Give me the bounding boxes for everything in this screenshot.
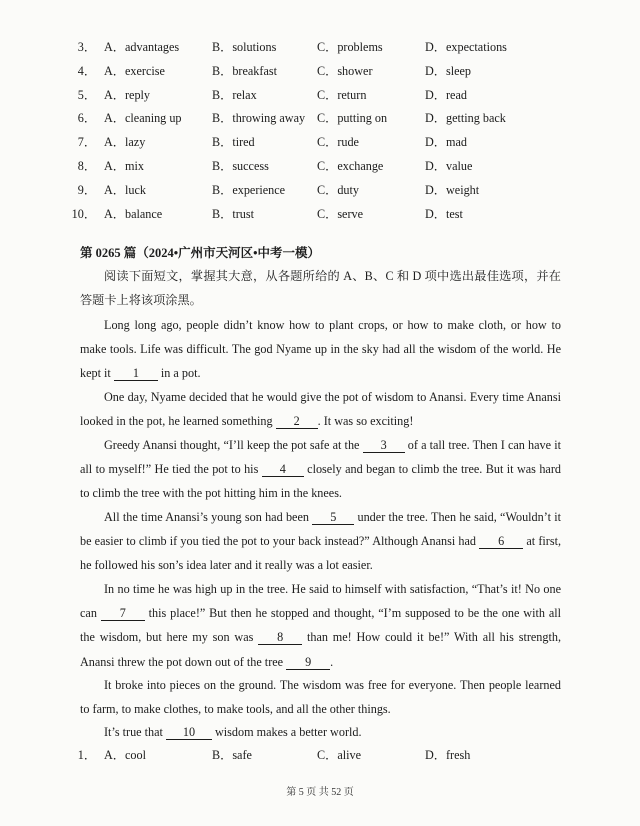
- option-b[interactable]: B．tired: [212, 135, 255, 150]
- option-b[interactable]: B．relax: [212, 87, 257, 102]
- question-option-row: [0, 38, 640, 58]
- question-number: 6．: [77, 111, 96, 126]
- option-a[interactable]: A．cleaning up: [104, 111, 182, 126]
- question-number: 9．: [77, 182, 96, 197]
- option-d[interactable]: D．sleep: [425, 63, 472, 78]
- question-number: 4．: [77, 63, 96, 78]
- passage-paragraph-2: One day, Nyame decided that he would give the pot of wisdom to Anansi. Every time Anansi looked in the pot, he learned something 2 . It was so exciting!: [80, 390, 561, 429]
- passage-paragraph-1: Long long ago, people didn’t know how to plant crops, or how to make cloth, or how to make tools. Life was difficult. The god Nyame up in the sky had all the wisdom of the world. He kept it 1 in a pot.: [80, 318, 561, 381]
- passage-paragraph-6: It broke into pieces on the ground. The wisdom was free for everyone. Then people learned to farm, to make clothes, to make tools, and all the other things.: [80, 678, 561, 717]
- option-c[interactable]: C．problems: [317, 40, 383, 54]
- option-a[interactable]: A．advantages: [104, 40, 180, 54]
- option-b[interactable]: B．safe: [212, 748, 252, 762]
- option-a[interactable]: A．exercise: [104, 63, 165, 78]
- question-option-row: [0, 181, 640, 201]
- blank-9[interactable]: 9: [286, 655, 330, 670]
- passage-paragraph-7: It’s true that 10 wisdom makes a better world.: [104, 725, 362, 739]
- option-b[interactable]: B．experience: [212, 182, 286, 197]
- option-a[interactable]: A．lazy: [104, 135, 146, 150]
- question-option-row: [0, 86, 640, 106]
- option-c[interactable]: C．rude: [317, 135, 359, 150]
- option-a[interactable]: A．reply: [104, 87, 151, 102]
- blank-8[interactable]: 8: [258, 630, 302, 645]
- page-footer: 第 5 页 共 52 页: [286, 787, 354, 798]
- question-option-row: [0, 157, 640, 177]
- option-b[interactable]: B．solutions: [212, 40, 277, 54]
- question-number: 10．: [71, 206, 96, 221]
- option-c[interactable]: C．serve: [317, 206, 364, 221]
- option-d[interactable]: D．getting back: [425, 111, 506, 126]
- question-number: 8．: [77, 159, 96, 173]
- blank-10[interactable]: 10: [166, 725, 212, 740]
- section-title: 第 0265 篇: [80, 246, 137, 260]
- question-option-row: [0, 109, 640, 129]
- blank-1[interactable]: 1: [114, 366, 158, 381]
- question-number: 7．: [77, 135, 96, 150]
- option-d[interactable]: D．expectations: [425, 40, 507, 54]
- blank-6[interactable]: 6: [479, 534, 523, 549]
- option-d[interactable]: D．weight: [425, 182, 480, 197]
- option-d[interactable]: D．mad: [425, 135, 467, 150]
- instructions: 阅读下面短文，掌握其大意，从各题所给的 A、B、C 和 D 项中选出最佳选项，并在答题卡上将该项涂黑。: [80, 269, 561, 308]
- section-source: （2024•广州市天河区•中考一模）: [136, 246, 321, 260]
- question-number: 5．: [77, 87, 96, 102]
- question-option-row: [0, 62, 640, 82]
- option-a[interactable]: A．balance: [104, 206, 163, 221]
- question-option-row: [0, 133, 640, 153]
- blank-2[interactable]: 2: [276, 414, 318, 429]
- option-c[interactable]: C．shower: [317, 63, 373, 78]
- option-b[interactable]: B．trust: [212, 206, 254, 221]
- option-b[interactable]: B．breakfast: [212, 63, 277, 78]
- option-a[interactable]: A．cool: [104, 748, 146, 762]
- blank-5[interactable]: 5: [312, 510, 354, 525]
- question-option-row: [0, 746, 640, 766]
- option-c[interactable]: C．exchange: [317, 159, 384, 173]
- option-c[interactable]: C．return: [317, 87, 367, 102]
- blank-3[interactable]: 3: [363, 438, 405, 453]
- passage-paragraph-3: Greedy Anansi thought, “I’ll keep the pot safe at the 3 of a tall tree. Then I can have it all to myself!” He tied the pot to his 4 closely and began to climb the tree. But it was hard to climb the tree with the pot hitting him in the knees.: [80, 438, 561, 501]
- question-option-row: [0, 205, 640, 225]
- option-d[interactable]: D．value: [425, 159, 473, 173]
- option-b[interactable]: B．throwing away: [212, 111, 306, 126]
- blank-4[interactable]: 4: [262, 462, 304, 477]
- option-d[interactable]: D．test: [425, 206, 463, 221]
- question-number: 3．: [77, 40, 96, 54]
- passage-paragraph-4: All the time Anansi’s young son had been 5 under the tree. Then he said, “Wouldn’t it be easier to climb if you tied the pot to your back instead?” Although Anansi had 6 at first, he followed his son’s idea later and it really was a lot easier.: [80, 510, 562, 573]
- option-a[interactable]: A．luck: [104, 182, 146, 197]
- option-b[interactable]: B．success: [212, 159, 269, 173]
- option-c[interactable]: C．putting on: [317, 111, 388, 126]
- option-c[interactable]: C．alive: [317, 748, 362, 762]
- blank-7[interactable]: 7: [101, 606, 145, 621]
- option-d[interactable]: D．fresh: [425, 748, 471, 762]
- passage-paragraph-5: In no time he was high up in the tree. He said to himself with satisfaction, “That’s it! No one can 7 this place!” But then he stopped and thought, “I’m supposed to be the one with all the wisdom, but here my son was 8 than me! How could it be!” With all his strength, Anansi threw the pot down out of the tree 9 .: [80, 582, 562, 669]
- question-number: 1．: [77, 748, 96, 762]
- option-d[interactable]: D．read: [425, 87, 467, 102]
- section-heading: [80, 243, 320, 261]
- option-a[interactable]: A．mix: [104, 159, 144, 173]
- option-c[interactable]: C．duty: [317, 182, 359, 197]
